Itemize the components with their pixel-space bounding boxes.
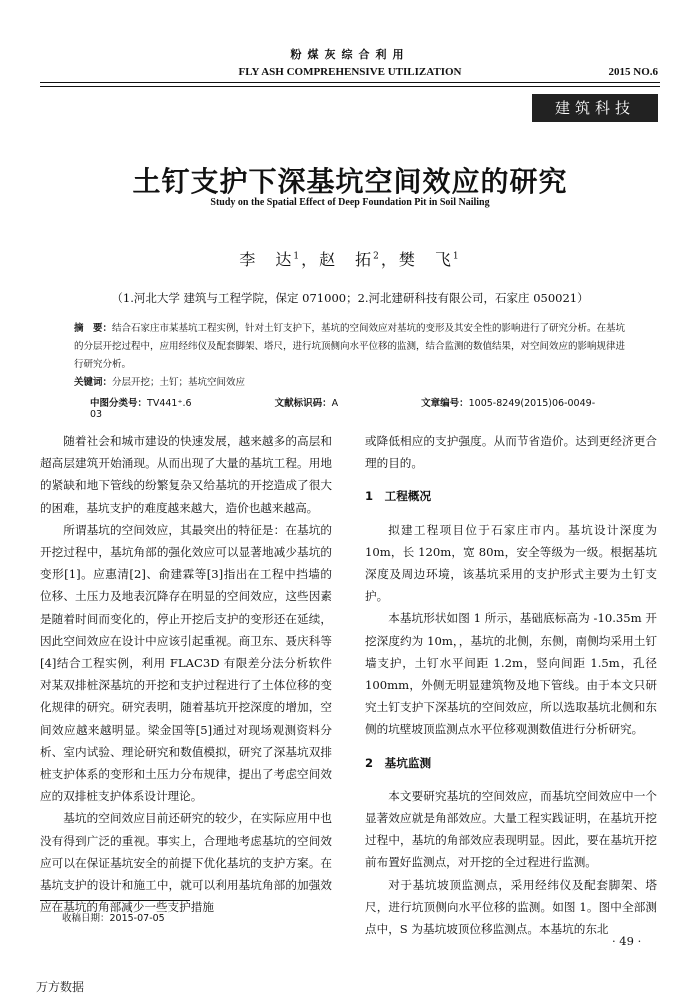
- doc-code-value: A: [331, 398, 339, 409]
- journal-title-en: FLY ASH COMPREHENSIVE UTILIZATION: [238, 66, 462, 78]
- section-heading: 1 工程概况: [365, 489, 432, 504]
- author-affil-index: 1: [452, 251, 461, 262]
- paragraph: 随着社会和城市建设的快速发展，越来越多的高层和超高层建筑开始涌现。从而出现了大量的基坑工程。用地的紧缺和地下管线的纷繁复杂又给基坑的开挖造成了很大的困难，基坑支护的难度越来越大，造价也越来越高。: [40, 434, 332, 515]
- clc-label: 中图分类号：: [90, 398, 148, 409]
- issue-label: 2015 NO.6: [608, 66, 658, 78]
- author-name: 赵 拓: [319, 250, 374, 269]
- journal-title-cn: 粉煤灰综合利用: [290, 48, 410, 61]
- abstract-label: 摘 要：: [74, 323, 113, 334]
- author-separator: ，: [380, 250, 399, 269]
- paragraph: 本基坑形状如图 1 所示，基础底标高为 -10.35m 开挖深度约为 10m，，基坑的北侧，东侧，南侧均采用土钉墙支护，土钉水平间距 1.2m，竖向间距 1.5m，孔径 100mm，外侧无明显建筑物及地下管线。由于本文只研究土钉支护下深基坑的空间效应，所以选取基坑北侧和东侧的坑壁坡顶监测点水平位移观测数值进行分析研究。: [365, 611, 657, 737]
- abstract-block: [74, 320, 634, 392]
- header-rule-thin: [40, 86, 660, 87]
- paragraph: 或降低相应的支护强度。从而节省造价。达到更经济更合理的目的。: [365, 434, 657, 471]
- keywords-text: 分层开挖；土钉；基坑空间效应: [112, 377, 246, 388]
- article-title-en: Study on the Spatial Effect of Deep Foundation Pit in Soil Nailing: [210, 197, 490, 208]
- section-tag: 建筑科技: [532, 94, 658, 122]
- received-date: 收稿日期：2015-07-05: [62, 913, 165, 924]
- author-separator: ，: [301, 250, 320, 269]
- body-column-right: [365, 430, 657, 940]
- doc-code-label: 文献标识码：: [274, 398, 332, 409]
- author-affil-index: 1: [293, 251, 302, 262]
- watermark: 万方数据: [36, 980, 85, 994]
- author-name: 樊 飞: [398, 250, 453, 269]
- page-number: · 49 ·: [612, 934, 642, 948]
- author-name: 李 达: [239, 250, 294, 269]
- doc-code-item: [275, 398, 379, 409]
- footnote-rule: [40, 900, 190, 901]
- article-no-value: 1005-8249(2015)06-0049-03: [90, 398, 596, 420]
- header-rule-thick: [40, 82, 660, 83]
- body-column-left: [40, 430, 332, 918]
- author-affil-index: 2: [373, 251, 381, 262]
- paragraph: 对于基坑坡顶监测点，采用经纬仪及配套脚架、塔尺，进行坑顶侧向水平位移的监测。如图 1。图中全部测点中，S 为基坑坡顶位移监测点。本基坑的东北: [365, 877, 657, 937]
- classification-row: [90, 395, 630, 420]
- paragraph: 基坑的空间效应目前还研究的较少，在实际应用中也没有得到广泛的重视。事实上，合理地考虑基坑的空间效应可以在保证基坑安全的前提下优化基坑的支护方案。在基坑支护的设计和施工中，就可以利用基坑角部的加强效应在基坑的角部减少一些支护措施: [40, 811, 332, 915]
- clc-item: [90, 398, 232, 409]
- paragraph: 所谓基坑的空间效应，其最突出的特征是：在基坑的开挖过程中，基坑角部的强化效应可以显著地减少基坑的变形[1]。应惠清[2]、俞建霖等[3]指出在工程中挡墙的位移、土压力及地表沉降存在明显的空间效应，这些因素是随着时间而变化的，停止开挖后支护的变形还在延续，因此空间效应在设计中应该引起重视。商卫东、聂庆科等[4]结合工程实例，利用 FLAC3D 有限差分法分析软件对某双排桩深基坑的开挖和支护过程进行了土体位移的变化规律的研究。研究表明，随着基坑开挖深度的增加，空间效应越来越明显。梁金国等[5]通过对现场观测资料分析、室内试验、理论研究和数值模拟，研究了深基坑双排桩支护体系的变形和土压力分布规律，提出了考虑空间效应的双排桩支护体系设计理论。: [40, 522, 332, 804]
- author-list: [0, 247, 700, 270]
- keywords-label: 关键词：: [74, 377, 113, 388]
- affiliation: （1.河北大学 建筑与工程学院，保定 071000；2.河北建研科技有限公司，石家庄 050021）: [111, 291, 589, 305]
- article-no-label: 文章编号：: [421, 398, 469, 409]
- article-title-cn: 土钉支护下深基坑空间效应的研究: [132, 165, 568, 198]
- section-heading: 2 基坑监测: [365, 755, 432, 770]
- paragraph: 本文要研究基坑的空间效应，而基坑空间效应中一个显著效应就是角部效应。大量工程实践证明，在基坑开挖过程中，基坑的角部效应表现明显。因此，要在基坑开挖前布置好监测点，对开挖的全过程进行监测。: [365, 788, 657, 870]
- clc-value: TV441⁺.6: [147, 398, 192, 409]
- paragraph: 拟建工程项目位于石家庄市内。基坑设计深度为 10m，长 120m，宽 80m，安全等级为一级。根据基坑深度及周边环境，该基坑采用的支护形式主要为土钉支护。: [365, 522, 657, 604]
- abstract-text: 结合石家庄市某基坑工程实例，针对土钉支护下，基坑的空间效应对基坑的变形及其安全性的影响进行了研究分析。在基坑的分层开挖过程中，应用经纬仪及配套脚架、塔尺，进行坑顶侧向水平位移的监测，结合监测的数值结果，对空间效应的影响规律进行研究分析。: [74, 323, 626, 370]
